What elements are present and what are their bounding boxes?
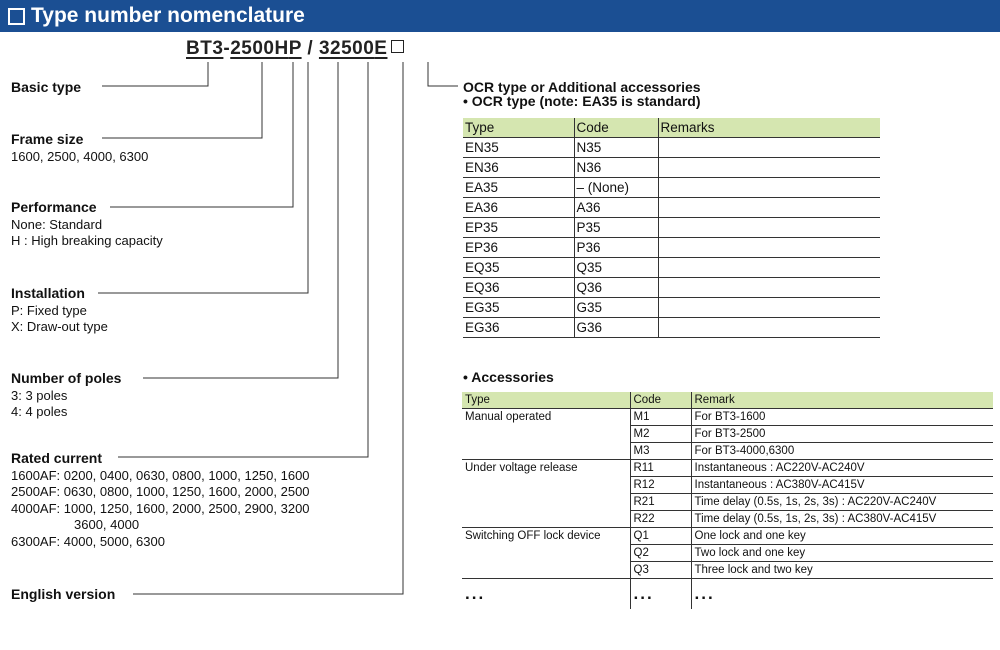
ellipsis: ... — [630, 579, 691, 610]
code-part-frame: 2500 — [230, 38, 275, 59]
table-row: Switching OFF lock device Q1 One lock and one key — [462, 528, 993, 545]
page-title: Type number nomenclature — [31, 4, 305, 27]
label-basic-type: Basic type — [11, 79, 82, 95]
code-part-basic: BT3 — [186, 38, 224, 59]
table-row: Under voltage release R11 Instantaneous : AC220V-AC240V — [462, 460, 993, 477]
table-header-row — [462, 392, 993, 409]
table-row: EG36 G36 — [463, 318, 880, 338]
table-row: EN36 N36 — [463, 158, 880, 178]
ellipsis: ... — [691, 579, 993, 610]
ocr-table — [463, 118, 880, 338]
table-row: R22 Time delay (0.5s, 1s, 2s, 3s) : AC380V-AC415V — [462, 511, 993, 528]
code-part-installation: P — [288, 38, 302, 59]
table-row: R21 Time delay (0.5s, 1s, 2s, 3s) : AC220V-AC240V — [462, 494, 993, 511]
table-row: EN35 N35 — [463, 138, 880, 158]
table-row: EA35 – (None) — [463, 178, 880, 198]
label-installation: Installation P: Fixed type X: Draw-out type — [11, 285, 108, 334]
accessories-table — [462, 392, 993, 609]
label-number-of-poles: Number of poles 3: 3 poles 4: 4 poles — [11, 370, 122, 419]
column-header: Type — [462, 392, 630, 409]
connector-rated-current — [118, 62, 368, 457]
table-header-row — [463, 118, 880, 138]
column-header: Code — [630, 392, 691, 409]
code-part-performance: H — [274, 38, 289, 59]
table-row: M2 For BT3-2500 — [462, 426, 993, 443]
table-row: R12 Instantaneous : AC380V-AC415V — [462, 477, 993, 494]
label-frame-size: Frame size 1600, 2500, 4000, 6300 — [11, 131, 149, 164]
table-row: EQ35 Q35 — [463, 258, 880, 278]
column-header: Type — [463, 118, 574, 138]
connector-installation — [98, 62, 308, 293]
connector-basic-type — [102, 62, 208, 86]
ocr-heading: OCR type or Additional accessories • OCR type (note: EA35 is standard) — [463, 79, 701, 109]
code-part-slash: / — [301, 38, 319, 59]
table-row: EP36 P36 — [463, 238, 880, 258]
code-part-english: E — [374, 38, 388, 59]
column-header: Remarks — [658, 118, 880, 138]
code-part-poles: 3 — [318, 38, 331, 59]
label-performance: Performance None: Standard H : High breaking capacity — [11, 199, 163, 248]
ellipsis: ... — [465, 584, 486, 603]
connector-ocr — [428, 62, 458, 86]
table-row: Q3 Three lock and two key — [462, 562, 993, 579]
column-header: Remark — [691, 392, 993, 409]
table-row: M3 For BT3-4000,6300 — [462, 443, 993, 460]
label-rated-current: Rated current 1600AF: 0200, 0400, 0630, 0800, 1000, 1250, 1600 2500AF: 0630, 0800, 1000, 1250, 1600, 2000, 2500 4000AF: 1000, 1250, 1600, 2000, 2500, 2900, 3200 3600, 4000 6300AF: 4000, 5000, 6300 — [11, 450, 310, 549]
label-english-version: English version — [11, 586, 116, 602]
column-header: Code — [574, 118, 658, 138]
table-row: EG35 G35 — [463, 298, 880, 318]
code-part-current: 2500 — [330, 38, 375, 59]
table-row: EQ36 Q36 — [463, 278, 880, 298]
table-row: Manual operated M1 For BT3-1600 — [462, 409, 993, 426]
connector-poles — [143, 62, 338, 378]
accessories-heading: • Accessories — [463, 369, 554, 385]
table-row: Q2 Two lock and one key — [462, 545, 993, 562]
table-row: EP35 P35 — [463, 218, 880, 238]
table-row: EA36 A36 — [463, 198, 880, 218]
code-part-dash: - — [223, 38, 231, 59]
ellipsis-row — [462, 579, 993, 610]
connector-frame-size — [102, 62, 262, 138]
